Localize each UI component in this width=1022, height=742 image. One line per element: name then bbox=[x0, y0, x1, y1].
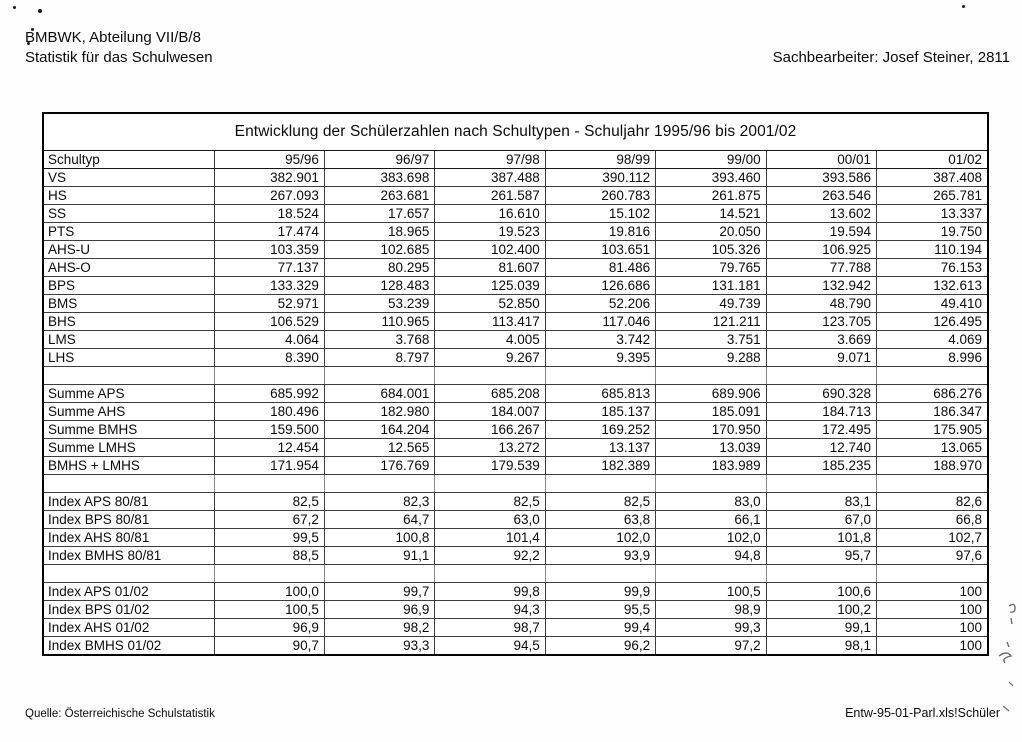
cell-value: 19.816 bbox=[545, 223, 655, 241]
spacer-cell bbox=[545, 367, 655, 385]
cell-value: 9.267 bbox=[435, 349, 545, 367]
spacer-cell bbox=[766, 367, 876, 385]
cell-value: 102,0 bbox=[656, 529, 766, 547]
spacer-cell bbox=[214, 475, 324, 493]
cell-value: 83,1 bbox=[766, 493, 876, 511]
cell-value: 260.783 bbox=[545, 187, 655, 205]
cell-value: 101,4 bbox=[435, 529, 545, 547]
spacer-cell bbox=[435, 565, 545, 583]
spacer-row bbox=[44, 475, 987, 493]
cell-value: 100,2 bbox=[766, 601, 876, 619]
cell-value: 99,4 bbox=[545, 619, 655, 637]
cell-value: 93,9 bbox=[545, 547, 655, 565]
table-row bbox=[44, 223, 987, 241]
cell-value: 170.950 bbox=[656, 421, 766, 439]
cell-value: 132.613 bbox=[877, 277, 987, 295]
spacer-cell bbox=[877, 367, 987, 385]
cell-value: 169.252 bbox=[545, 421, 655, 439]
cell-value: 123.705 bbox=[766, 313, 876, 331]
cell-value: 179.539 bbox=[435, 457, 545, 475]
column-header-year: 99/00 bbox=[656, 151, 766, 169]
cell-value: 185.091 bbox=[656, 403, 766, 421]
table-row bbox=[44, 619, 987, 637]
cell-value: 267.093 bbox=[214, 187, 324, 205]
cell-value: 387.488 bbox=[435, 169, 545, 187]
cell-value: 19.523 bbox=[435, 223, 545, 241]
spacer-cell bbox=[545, 565, 655, 583]
table-row bbox=[44, 295, 987, 313]
table-row bbox=[44, 583, 987, 601]
cell-value: 689.906 bbox=[656, 385, 766, 403]
cell-value: 52.850 bbox=[435, 295, 545, 313]
cell-value: 92,2 bbox=[435, 547, 545, 565]
cell-value: 82,5 bbox=[435, 493, 545, 511]
cell-value: 79.765 bbox=[656, 259, 766, 277]
cell-value: 99,9 bbox=[545, 583, 655, 601]
table-row bbox=[44, 277, 987, 295]
page-header bbox=[25, 28, 1010, 68]
cell-value: 53.239 bbox=[324, 295, 434, 313]
cell-value: 13.602 bbox=[766, 205, 876, 223]
cell-value: 12.740 bbox=[766, 439, 876, 457]
cell-value: 66,1 bbox=[656, 511, 766, 529]
spacer-cell bbox=[324, 565, 434, 583]
cell-value: 99,5 bbox=[214, 529, 324, 547]
cell-value: 9.288 bbox=[656, 349, 766, 367]
cell-value: 102,0 bbox=[545, 529, 655, 547]
row-label: BMS bbox=[44, 295, 214, 313]
row-label: BMHS + LMHS bbox=[44, 457, 214, 475]
row-label: Summe APS bbox=[44, 385, 214, 403]
table-row bbox=[44, 403, 987, 421]
cell-value: 121.211 bbox=[656, 313, 766, 331]
table-row bbox=[44, 439, 987, 457]
cell-value: 166.267 bbox=[435, 421, 545, 439]
cell-value: 182.389 bbox=[545, 457, 655, 475]
column-header-year: 97/98 bbox=[435, 151, 545, 169]
cell-value: 64,7 bbox=[324, 511, 434, 529]
cell-value: 8.797 bbox=[324, 349, 434, 367]
cell-value: 126.686 bbox=[545, 277, 655, 295]
cell-value: 263.681 bbox=[324, 187, 434, 205]
scan-artifact-dot bbox=[13, 6, 16, 9]
cell-value: 20.050 bbox=[656, 223, 766, 241]
cell-value: 685.208 bbox=[435, 385, 545, 403]
cell-value: 96,2 bbox=[545, 637, 655, 655]
cell-value: 188.970 bbox=[877, 457, 987, 475]
cell-value: 690.328 bbox=[766, 385, 876, 403]
cell-value: 97,6 bbox=[877, 547, 987, 565]
spacer-cell bbox=[766, 475, 876, 493]
cell-value: 80.295 bbox=[324, 259, 434, 277]
cell-value: 91,1 bbox=[324, 547, 434, 565]
cell-value: 99,7 bbox=[324, 583, 434, 601]
cell-value: 685.813 bbox=[545, 385, 655, 403]
cell-value: 100 bbox=[877, 619, 987, 637]
spacer-cell bbox=[877, 565, 987, 583]
row-label: SS bbox=[44, 205, 214, 223]
row-label: Index BPS 80/81 bbox=[44, 511, 214, 529]
cell-value: 128.483 bbox=[324, 277, 434, 295]
cell-value: 185.137 bbox=[545, 403, 655, 421]
cell-value: 175.905 bbox=[877, 421, 987, 439]
cell-value: 383.698 bbox=[324, 169, 434, 187]
cell-value: 9.395 bbox=[545, 349, 655, 367]
column-header-year: 96/97 bbox=[324, 151, 434, 169]
column-header-year: 95/96 bbox=[214, 151, 324, 169]
cell-value: 132.942 bbox=[766, 277, 876, 295]
table-header-row bbox=[44, 151, 987, 169]
cell-value: 13.039 bbox=[656, 439, 766, 457]
cell-value: 81.607 bbox=[435, 259, 545, 277]
cell-value: 686.276 bbox=[877, 385, 987, 403]
spacer-row bbox=[44, 367, 987, 385]
cell-value: 81.486 bbox=[545, 259, 655, 277]
table-row bbox=[44, 457, 987, 475]
cell-value: 49.410 bbox=[877, 295, 987, 313]
cell-value: 52.206 bbox=[545, 295, 655, 313]
cell-value: 100 bbox=[877, 601, 987, 619]
cell-value: 183.989 bbox=[656, 457, 766, 475]
cell-value: 95,7 bbox=[766, 547, 876, 565]
cell-value: 48.790 bbox=[766, 295, 876, 313]
spacer-cell bbox=[877, 475, 987, 493]
cell-value: 105.326 bbox=[656, 241, 766, 259]
spacer-cell bbox=[324, 367, 434, 385]
table-title: Entwicklung der Schülerzahlen nach Schultypen - Schuljahr 1995/96 bis 2001/02 bbox=[44, 114, 987, 151]
cell-value: 13.065 bbox=[877, 439, 987, 457]
cell-value: 4.005 bbox=[435, 331, 545, 349]
cell-value: 102,7 bbox=[877, 529, 987, 547]
table-row bbox=[44, 547, 987, 565]
cell-value: 15.102 bbox=[545, 205, 655, 223]
cell-value: 184.713 bbox=[766, 403, 876, 421]
cell-value: 94,8 bbox=[656, 547, 766, 565]
cell-value: 66,8 bbox=[877, 511, 987, 529]
table-row bbox=[44, 259, 987, 277]
cell-value: 117.046 bbox=[545, 313, 655, 331]
cell-value: 82,5 bbox=[545, 493, 655, 511]
cell-value: 184.007 bbox=[435, 403, 545, 421]
cell-value: 13.137 bbox=[545, 439, 655, 457]
spacer-cell bbox=[214, 565, 324, 583]
cell-value: 18.524 bbox=[214, 205, 324, 223]
row-label: VS bbox=[44, 169, 214, 187]
cell-value: 100,0 bbox=[214, 583, 324, 601]
cell-value: 8.996 bbox=[877, 349, 987, 367]
cell-value: 176.769 bbox=[324, 457, 434, 475]
cell-value: 126.495 bbox=[877, 313, 987, 331]
cell-value: 101,8 bbox=[766, 529, 876, 547]
cell-value: 96,9 bbox=[214, 619, 324, 637]
cell-value: 685.992 bbox=[214, 385, 324, 403]
cell-value: 100,5 bbox=[656, 583, 766, 601]
org-line-2: Statistik für das Schulwesen bbox=[25, 49, 213, 66]
cell-value: 103.359 bbox=[214, 241, 324, 259]
cell-value: 387.408 bbox=[877, 169, 987, 187]
cell-value: 76.153 bbox=[877, 259, 987, 277]
cell-value: 98,9 bbox=[656, 601, 766, 619]
spacer-cell bbox=[545, 475, 655, 493]
cell-value: 99,3 bbox=[656, 619, 766, 637]
spacer-cell bbox=[324, 475, 434, 493]
file-reference: Entw-95-01-Parl.xls!Schüler bbox=[845, 706, 1000, 720]
table-row bbox=[44, 529, 987, 547]
cell-value: 17.657 bbox=[324, 205, 434, 223]
cell-value: 83,0 bbox=[656, 493, 766, 511]
scan-artifact-dot bbox=[38, 9, 42, 13]
cell-value: 102.400 bbox=[435, 241, 545, 259]
spacer-cell bbox=[214, 367, 324, 385]
table-row bbox=[44, 241, 987, 259]
cell-value: 100,6 bbox=[766, 583, 876, 601]
cell-value: 9.071 bbox=[766, 349, 876, 367]
cell-value: 171.954 bbox=[214, 457, 324, 475]
row-label: LHS bbox=[44, 349, 214, 367]
row-label: Summe AHS bbox=[44, 403, 214, 421]
cell-value: 77.788 bbox=[766, 259, 876, 277]
cell-value: 77.137 bbox=[214, 259, 324, 277]
row-label: Index BPS 01/02 bbox=[44, 601, 214, 619]
cell-value: 164.204 bbox=[324, 421, 434, 439]
spacer-cell bbox=[44, 475, 214, 493]
row-label: LMS bbox=[44, 331, 214, 349]
cell-value: 12.454 bbox=[214, 439, 324, 457]
cell-value: 13.272 bbox=[435, 439, 545, 457]
row-label: HS bbox=[44, 187, 214, 205]
cell-value: 106.529 bbox=[214, 313, 324, 331]
spacer-cell bbox=[766, 565, 876, 583]
cell-value: 67,0 bbox=[766, 511, 876, 529]
cell-value: 19.750 bbox=[877, 223, 987, 241]
cell-value: 263.546 bbox=[766, 187, 876, 205]
table-row bbox=[44, 205, 987, 223]
cell-value: 186.347 bbox=[877, 403, 987, 421]
cell-value: 100 bbox=[877, 637, 987, 655]
cell-value: 131.181 bbox=[656, 277, 766, 295]
cell-value: 13.337 bbox=[877, 205, 987, 223]
spacer-cell bbox=[435, 475, 545, 493]
cell-value: 94,5 bbox=[435, 637, 545, 655]
spacer-cell bbox=[656, 565, 766, 583]
org-line-1: BMBWK, Abteilung VII/B/8 bbox=[25, 29, 201, 46]
source-note: Quelle: Österreichische Schulstatistik bbox=[25, 708, 215, 720]
cell-value: 133.329 bbox=[214, 277, 324, 295]
cell-value: 99,8 bbox=[435, 583, 545, 601]
cell-value: 96,9 bbox=[324, 601, 434, 619]
handwritten-mark bbox=[993, 598, 1021, 718]
clerk-line: Sachbearbeiter: Josef Steiner, 2811 bbox=[772, 49, 1010, 66]
table-row bbox=[44, 187, 987, 205]
table-row bbox=[44, 313, 987, 331]
cell-value: 94,3 bbox=[435, 601, 545, 619]
column-header-year: 00/01 bbox=[766, 151, 876, 169]
cell-value: 110.194 bbox=[877, 241, 987, 259]
scan-artifact-dot bbox=[962, 5, 965, 8]
cell-value: 265.781 bbox=[877, 187, 987, 205]
spacer-cell bbox=[656, 367, 766, 385]
row-label: Index APS 01/02 bbox=[44, 583, 214, 601]
cell-value: 113.417 bbox=[435, 313, 545, 331]
cell-value: 3.742 bbox=[545, 331, 655, 349]
row-label: AHS-U bbox=[44, 241, 214, 259]
cell-value: 100,8 bbox=[324, 529, 434, 547]
cell-value: 393.586 bbox=[766, 169, 876, 187]
cell-value: 16.610 bbox=[435, 205, 545, 223]
row-label: Index AHS 01/02 bbox=[44, 619, 214, 637]
cell-value: 159.500 bbox=[214, 421, 324, 439]
table-row bbox=[44, 511, 987, 529]
table-row bbox=[44, 637, 987, 655]
cell-value: 95,5 bbox=[545, 601, 655, 619]
cell-value: 98,7 bbox=[435, 619, 545, 637]
cell-value: 393.460 bbox=[656, 169, 766, 187]
cell-value: 17.474 bbox=[214, 223, 324, 241]
cell-value: 106.925 bbox=[766, 241, 876, 259]
cell-value: 172.495 bbox=[766, 421, 876, 439]
cell-value: 99,1 bbox=[766, 619, 876, 637]
cell-value: 100,5 bbox=[214, 601, 324, 619]
cell-value: 125.039 bbox=[435, 277, 545, 295]
cell-value: 90,7 bbox=[214, 637, 324, 655]
row-label: AHS-O bbox=[44, 259, 214, 277]
cell-value: 63,0 bbox=[435, 511, 545, 529]
row-label: BPS bbox=[44, 277, 214, 295]
table-row bbox=[44, 349, 987, 367]
cell-value: 3.768 bbox=[324, 331, 434, 349]
table-row bbox=[44, 169, 987, 187]
cell-value: 3.751 bbox=[656, 331, 766, 349]
table-row bbox=[44, 331, 987, 349]
cell-value: 82,5 bbox=[214, 493, 324, 511]
cell-value: 88,5 bbox=[214, 547, 324, 565]
cell-value: 63,8 bbox=[545, 511, 655, 529]
cell-value: 182.980 bbox=[324, 403, 434, 421]
column-header-year: 98/99 bbox=[545, 151, 655, 169]
row-label: Index BMHS 01/02 bbox=[44, 637, 214, 655]
spacer-cell bbox=[656, 475, 766, 493]
cell-value: 180.496 bbox=[214, 403, 324, 421]
cell-value: 684.001 bbox=[324, 385, 434, 403]
cell-value: 8.390 bbox=[214, 349, 324, 367]
cell-value: 12.565 bbox=[324, 439, 434, 457]
row-label: BHS bbox=[44, 313, 214, 331]
cell-value: 4.064 bbox=[214, 331, 324, 349]
spacer-row bbox=[44, 565, 987, 583]
cell-value: 82,6 bbox=[877, 493, 987, 511]
cell-value: 52.971 bbox=[214, 295, 324, 313]
page-footer bbox=[25, 706, 1000, 720]
statistics-table-box bbox=[42, 112, 989, 656]
cell-value: 67,2 bbox=[214, 511, 324, 529]
cell-value: 100 bbox=[877, 583, 987, 601]
cell-value: 98,2 bbox=[324, 619, 434, 637]
cell-value: 82,3 bbox=[324, 493, 434, 511]
row-label: Index BMHS 80/81 bbox=[44, 547, 214, 565]
table-row bbox=[44, 493, 987, 511]
cell-value: 390.112 bbox=[545, 169, 655, 187]
cell-value: 49.739 bbox=[656, 295, 766, 313]
cell-value: 4.069 bbox=[877, 331, 987, 349]
statistics-table bbox=[44, 151, 987, 654]
cell-value: 14.521 bbox=[656, 205, 766, 223]
cell-value: 18.965 bbox=[324, 223, 434, 241]
spacer-cell bbox=[44, 367, 214, 385]
cell-value: 93,3 bbox=[324, 637, 434, 655]
cell-value: 97,2 bbox=[656, 637, 766, 655]
table-row bbox=[44, 421, 987, 439]
row-label: Index APS 80/81 bbox=[44, 493, 214, 511]
cell-value: 98,1 bbox=[766, 637, 876, 655]
spacer-cell bbox=[44, 565, 214, 583]
cell-value: 19.594 bbox=[766, 223, 876, 241]
cell-value: 3.669 bbox=[766, 331, 876, 349]
cell-value: 185.235 bbox=[766, 457, 876, 475]
row-label: Summe LMHS bbox=[44, 439, 214, 457]
cell-value: 382.901 bbox=[214, 169, 324, 187]
table-row bbox=[44, 601, 987, 619]
row-label: Index AHS 80/81 bbox=[44, 529, 214, 547]
cell-value: 261.587 bbox=[435, 187, 545, 205]
cell-value: 110.965 bbox=[324, 313, 434, 331]
row-label: PTS bbox=[44, 223, 214, 241]
column-header-year: 01/02 bbox=[877, 151, 987, 169]
table-row bbox=[44, 385, 987, 403]
cell-value: 102.685 bbox=[324, 241, 434, 259]
cell-value: 103.651 bbox=[545, 241, 655, 259]
cell-value: 261.875 bbox=[656, 187, 766, 205]
column-header-schultyp: Schultyp bbox=[44, 151, 214, 169]
spacer-cell bbox=[435, 367, 545, 385]
row-label: Summe BMHS bbox=[44, 421, 214, 439]
